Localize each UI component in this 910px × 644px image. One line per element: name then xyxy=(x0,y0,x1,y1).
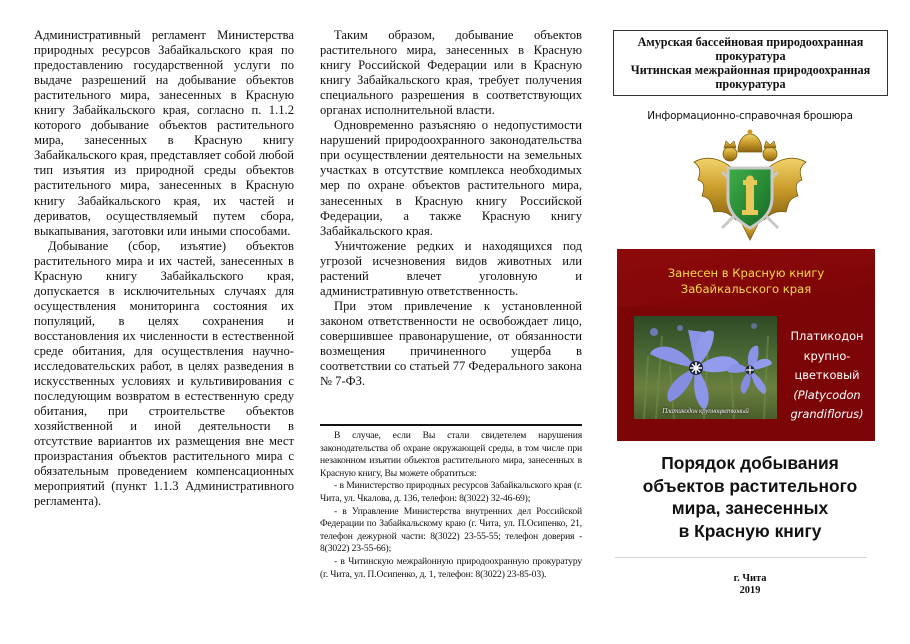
brochure-label: Информационно-справочная брошюра xyxy=(647,110,853,122)
contact-prosecutor: - в Читинскую межрайонную природоохранную прокуратуру (г. Чита, ул. П.Осипенко, д. 1, телефон: 8(3022) 23-85-03). xyxy=(320,555,582,580)
platycodon-flower-icon xyxy=(634,316,777,419)
regulation-paragraph: Административный регламент Министерства природных ресурсов Забайкальского края по предоставлению государственной услуги по выдаче разрешений на добывание объектов растительного мира, занесенных в Красную книгу Забайкальского края, согласно п. 1.1.2 которого добывание объектов растительного мира, занесенных в Красную книгу Забайкальского края, представляет собой любой тип изъятия из природной среды объектов растительного мира, занесенных в Красную книгу Забайкальского края, их частей и дериватов, осуществляемый путем сбора, выкапывания, заготовки или иными способами. xyxy=(34,28,294,238)
brochure-title: Порядок добывания объектов растительного мира, занесенных в Красную книгу xyxy=(642,453,858,541)
org-line-3: Читинская межрайонная природоохранная xyxy=(630,63,871,77)
contacts-intro: В случае, если Вы стали свидетелем нарушения законодательства об охране окружающей среды, в том числе при незаконном изъятии объектов растительного мира, занесенных в Красную книгу, Вы можете обратиться: xyxy=(320,430,582,479)
publication-place xyxy=(605,573,895,597)
left-column xyxy=(34,28,294,510)
year-label: 2019 xyxy=(739,585,761,596)
middle-column xyxy=(320,28,582,389)
contact-ministry: - в Министерство природных ресурсов Забайкальского края (г. Чита, ул. Чкалова, д. 136, телефон: 8(3022) 32-46-69); xyxy=(320,480,582,504)
flower-photo xyxy=(634,316,777,419)
contact-police: - в Управление Министерства внутренних дел Российской Федерации по Забайкальскому краю (г. Чита, ул. П.Осипенко, 21, телефон дежурной части: 8(3022) 23-55-55; телефон доверия - 8(3022) 23-55-66); xyxy=(320,505,582,555)
permit-paragraph: Таким образом, добывание объектов растительного мира, занесенных в Красную книгу Российской Федерации или в Красную книгу Забайкальского края, требует получения специального разрешения в соответствующих органах исполнительной власти. xyxy=(320,28,582,118)
org-line-1: Амурская бассейновая природоохранная xyxy=(637,35,864,49)
section-divider xyxy=(320,424,582,426)
contacts-block xyxy=(320,430,582,581)
liability-paragraph: Уничтожение редких и находящихся под угрозой исчезновения видов животных или растений влечет уголовную и административную ответственность. xyxy=(320,238,582,298)
warning-paragraph: Одновременно разъясняю о недопустимости нарушений природоохранного законодательства при осуществлении деятельности на земельных участках в отсутствие комплекса необходимых мер по охране объектов растительного мира, занесенных в Красную книгу Российской Федерации, а также Красную книгу Забайкальского края. xyxy=(320,118,582,238)
org-line-2: прокуратура xyxy=(715,49,786,63)
plant-name: Платикодон крупно- цветковый (Platycodon grandiflorus) xyxy=(790,329,864,421)
organization-box xyxy=(613,30,888,96)
damages-paragraph: При этом привлечение к установленной законом ответственности не освобождает лицо, совершившее правонарушение, от обязанности возмещения причиненного ущерба в соответствии со статьей 77 Федерального закона № 7-ФЗ. xyxy=(320,298,582,389)
extraction-paragraph: Добывание (сбор, изъятие) объектов растительного мира и их частей, занесенных в Красную книгу Забайкальского края, допускается в исключительных случаях для осуществления мониторинга состояния их популяций, в целях сохранения и восстановления их численности в естественной среде обитания, для осуществления научно-исследовательских работ, в целях разведения в искусственных условиях и культивирования с последующим возвратом в естественную среду обитания, при строительстве объектов хозяйственной и иной деятельности в отсутствие вариантов их размещения вне мест произрастания объектов растительного мира с обязательным проведением компенсационных мероприятий (пункт 1.1.3 Административного регламента). xyxy=(34,238,294,509)
photo-caption: Платикодон крупноцветковый xyxy=(662,407,749,415)
city-label: г. Чита xyxy=(733,573,767,584)
red-book-title: Занесен в Красную книгу Забайкальского края xyxy=(667,266,825,296)
red-book-panel xyxy=(617,249,875,441)
title-underline xyxy=(615,557,867,558)
org-line-4: прокуратура xyxy=(715,77,786,91)
prosecutor-emblem-icon xyxy=(686,128,814,244)
